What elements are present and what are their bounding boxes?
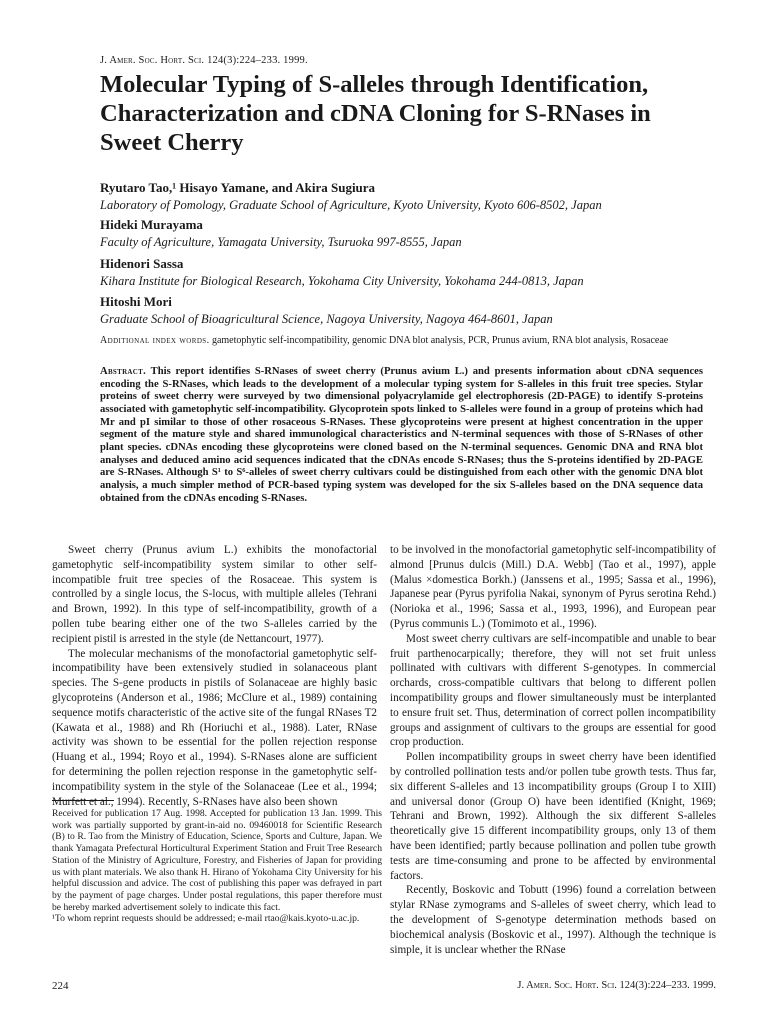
body-paragraph: Recently, Boskovic and Tobutt (1996) found a correlation between stylar RNase zymograms and S-alleles of sweet cherry, which lead to the development of S-genotype determination methods based on biochemical analysis (Boskovic et al., 1997). Although the technique is simple, it is unclear whether the RNase bbox=[390, 884, 716, 956]
author-affiliation: Faculty of Agriculture, Yamagata University, Tsuruoka 997-8555, Japan bbox=[100, 235, 462, 249]
body-paragraph: to be involved in the monofactorial gametophytic self-incompatibility of almond [Prunus dulcis (Mill.) D.A. Webb] (Tao et al., 1997), apple (Malus ×domestica Borkh.) (Janssens et al., 1995; Sassa et al., 1996), Japanese pear (Pyrus pyrifolia Nakai, synonym of Pyrus serotina Rehd.) (Norioka et al., 1996; Sassa et al., 1993, 1996), and European pear (Pyrus communis L.) (Tomimoto et al., 1996). bbox=[390, 544, 716, 630]
index-words bbox=[100, 335, 700, 348]
paper-title: Molecular Typing of S-alleles through Identification, Characterization and cDNA Cloning for S-RNases in Sweet Cherry bbox=[100, 71, 651, 156]
index-words-text: gametophytic self-incompatibility, genomic DNA blot analysis, PCR, Prunus avium, RNA blot analysis, Rosaceae bbox=[211, 335, 669, 346]
abstract-label: Abstract. bbox=[100, 366, 147, 377]
body-paragraph: The molecular mechanisms of the monofactorial gametophytic self-incompatibility have been extensively studied in solanaceous plant species. The S-gene products in pistils of Solanaceae are highly basic glycoproteins (Anderson et al., 1986; McClure et al., 1989) containing sequence motifs characteristic of the active site of the fungal RNases T2 (Kawata et al., 1988) and Rh (Horiuchi et al., 1988). Later, RNase activity was shown to be essential for the pollen rejection response (Huang et al., 1994; Royo et al., 1994). S-RNases alone are sufficient for determining the pollen rejection response in the gametophytic self-incompatibility system in the style of the Solanaceae (Lee et al., 1994; Murfett et al., 1994). Recently, S-RNases have also been shown bbox=[52, 647, 377, 808]
page-number: 224 bbox=[52, 980, 69, 992]
footnote-divider bbox=[52, 800, 114, 801]
author-affiliation: Laboratory of Pomology, Graduate School of Agriculture, Kyoto University, Kyoto 606-8502, Japan bbox=[100, 198, 602, 212]
author-block-3 bbox=[100, 256, 710, 289]
author-names: Hitoshi Mori bbox=[100, 294, 172, 309]
author-names: Hidenori Sassa bbox=[100, 256, 184, 271]
body-paragraph: Most sweet cherry cultivars are self-incompatible and unable to bear fruit parthenocarpically; therefore, they will not set fruit unless pollinated with cultivars with different S-genotypes. In commercial orchards, cross-compatible cultivars that belong to different pollen incompatibility groups and flower simultaneously must be interplanted to ensure fruit set. Thus, determination of correct pollen incompatibility groups and assignment of cultivars to the groups are essential for good crop production. bbox=[390, 632, 716, 749]
author-block-4 bbox=[100, 294, 710, 327]
author-names: Ryutaro Tao,¹ Hisayo Yamane, and Akira Sugiura bbox=[100, 180, 376, 195]
body-paragraph: Pollen incompatibility groups in sweet cherry have been identified by controlled pollination tests and/or pollen tube growth tests. Thus far, six different S-alleles and 13 incompatibility groups (Group I to XIII) and universal donor (Group O) have been identified (Knight, 1969; Tehrani and Brown, 1992). Although the six different S-alleles theoretically give 15 different incompatibility groups, only 13 of them have been identified; partly because pollination and pollen tube growth tests are time-consuming and prone to be affected by environmental factors. bbox=[390, 751, 716, 882]
footnote bbox=[52, 808, 382, 925]
author-affiliation: Graduate School of Bioagricultural Science, Nagoya University, Nagoya 464-8601, Japan bbox=[100, 312, 553, 326]
body-paragraph: Sweet cherry (Prunus avium L.) exhibits the monofactorial gametophytic self-incompatibility system similar to other self-incompatible fruit tree species of the Rosaceae. This system is controlled by a single locus, the S-locus, with multiple alleles (Tehrani and Brown, 1992). In this type of self-incompatibility, growth of a pollen tube bearing either one of the two S-alleles carried by the recipient pistil is arrested in the style (de Nettancourt, 1977). bbox=[52, 544, 377, 645]
footnote-text: Received for publication 17 Aug. 1998. Accepted for publication 13 Jan. 1999. This work was partially supported by grant-in-aid no. 09460018 for Scientific Research (B) to R. Tao from the Ministry of Education, Science, Sports and Culture, Japan. We thank Yamagata Prefectural Horticultural Experiment Station and Fruit Tree Research Station of the Ministry of Agriculture, Forestry, and Fisheries of Japan for providing us with plant materials. We also thank H. Hirano of Yokohama City University for his helpful discussion and advice. The cost of publishing this paper was defrayed in part by the payment of page charges. Under postal regulations, this paper therefore must be hereby marked advertisement solely to indicate this fact. bbox=[52, 808, 382, 913]
author-affiliation: Kihara Institute for Biological Research, Yokohama City University, Yokohama 244-0813, Japan bbox=[100, 274, 584, 288]
correspondence-note: ¹To whom reprint requests should be addressed; e-mail rtao@kais.kyoto-u.ac.jp. bbox=[52, 913, 360, 925]
author-block-2 bbox=[100, 217, 710, 250]
author-names: Hideki Murayama bbox=[100, 217, 203, 232]
index-words-label: Additional index words. bbox=[100, 335, 210, 346]
body-column-left bbox=[52, 543, 377, 809]
abstract-text: This report identifies S-RNases of sweet cherry (Prunus avium L.) and presents information about cDNA sequences encoding the S-RNases, which leads to the development of a molecular typing system for S-alleles in this fruit tree species. Stylar proteins of sweet cherry were surveyed by two dimensional polyacrylamide gel electrophoresis (2D-PAGE) to identify S-proteins associated with gametophytic self-incompatibility. Glycoprotein spots linked to S-alleles were found in a group of proteins which had Mr and pI similar to those of other rosaceous S-RNases. These glycoproteins were present at highest concentration in the upper segment of the mature style and shared immunological characteristics and N-terminal sequences with those of S-RNases of other plant species. cDNAs encoding these glycoproteins were cloned based on the N-terminal sequences. Genomic DNA and RNA blot analyses and deduced amino acid sequences indicated that the cDNAs encode S-RNases; thus the S-proteins identified by 2D-PAGE are S-RNases. Although S¹ to S⁶-alleles of sweet cherry cultivars could be distinguished from each other with the genomic DNA blot analysis, a much simpler method of PCR-based typing system was developed for the six S-alleles based on the DNA sequence data obtained from the cDNAs encoding S-RNases. bbox=[100, 366, 703, 504]
body-column-right bbox=[390, 543, 716, 957]
abstract bbox=[100, 366, 703, 505]
journal-citation-header: J. Amer. Soc. Hort. Sci. 124(3):224–233. 1999. bbox=[100, 55, 308, 66]
journal-citation-footer: J. Amer. Soc. Hort. Sci. 124(3):224–233. 1999. bbox=[517, 980, 716, 991]
author-block-1 bbox=[100, 180, 710, 213]
